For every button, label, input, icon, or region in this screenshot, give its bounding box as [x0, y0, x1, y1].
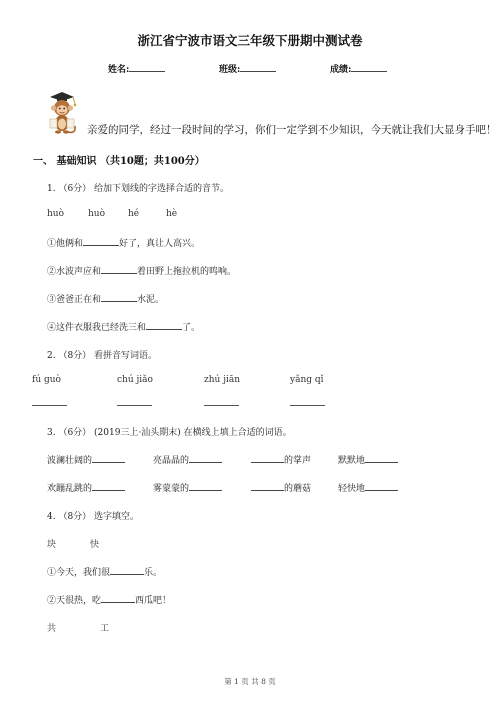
class-label: 班级:: [219, 65, 241, 75]
question-4-stem: 4. （8分） 选字填空。: [47, 512, 140, 522]
q1-item-1-blank[interactable]: [83, 236, 119, 246]
q1-item-4-blank[interactable]: [146, 320, 182, 330]
q3-r1-item-1: 波澜壮阔的: [47, 453, 125, 466]
q3-r2-item-3: 的蘑菇: [251, 481, 311, 494]
q2-answer-line-1[interactable]: [32, 405, 67, 406]
q3-r2-item-2: 雾蒙蒙的: [153, 481, 222, 494]
question-3-stem: 3. （6分） (2019三上·汕头期末) 在横线上填上合适的词语。: [47, 428, 292, 438]
q3-r1-blank-3[interactable]: [251, 453, 284, 463]
q2-answer-line-2[interactable]: [117, 405, 152, 406]
score-field: [330, 62, 387, 75]
section-heading: 一、 基础知识 （共10题；共100分）: [33, 156, 205, 167]
q3-r2-item-1: 欢蹦乱跳的: [47, 481, 125, 494]
q2-pinyin-4: yǎng qǐ: [290, 375, 324, 385]
page-title: 浙江省宁波市语文三年级下册期中测试卷: [137, 33, 363, 48]
q2-answer-line-4[interactable]: [290, 405, 325, 406]
q1-item-2-blank[interactable]: [101, 264, 137, 274]
q3-r1-item-3: 的掌声: [251, 453, 311, 466]
q4-char-2: 快: [90, 540, 100, 550]
question-2-stem: 2. （8分） 看拼音写词语。: [47, 351, 158, 361]
q4-item-2: ②天很热，吃 西瓜吧！: [47, 593, 171, 606]
q2-pinyin-1: fú guò: [32, 375, 61, 385]
q4-item-2-blank[interactable]: [101, 593, 135, 603]
q4-char-1: 块: [47, 540, 57, 550]
q3-r2-blank-3[interactable]: [251, 481, 284, 491]
q1-option-2: huò: [88, 209, 106, 219]
q3-r1-item-4: 默默地: [338, 453, 398, 466]
name-field: [108, 62, 165, 75]
q4-char-4: 工: [100, 624, 110, 634]
q3-r2-item-4: 轻快地: [338, 481, 398, 494]
class-field: [219, 62, 276, 75]
page-footer: 第 1 页 共 8 页: [224, 677, 276, 686]
q3-r2-blank-2[interactable]: [189, 481, 222, 491]
q2-pinyin-2: chú jiǎo: [117, 375, 153, 385]
q4-item-1-blank[interactable]: [110, 565, 144, 575]
q1-item-2: ②水波声应和 着田野上拖拉机的鸣响。: [47, 264, 236, 277]
q2-pinyin-3: zhú jiān: [204, 375, 241, 385]
q1-item-3: ③爸爸正在和 水泥。: [47, 292, 164, 305]
greeting-text: 亲爱的同学，经过一段时间的学习，你们一定学到不少知识，今天就让我们大显身手吧！: [87, 124, 497, 136]
name-blank[interactable]: [129, 62, 165, 72]
class-blank[interactable]: [240, 62, 276, 72]
q1-item-4: ④这件衣服我已经洗三和 了。: [47, 320, 200, 333]
score-label: 成绩:: [330, 65, 352, 75]
q1-item-3-blank[interactable]: [101, 292, 137, 302]
question-1-stem: 1. （6分） 给加下划线的字选择合适的音节。: [47, 184, 230, 194]
q3-r1-blank-4[interactable]: [365, 453, 398, 463]
name-label: 姓名:: [108, 65, 130, 75]
q3-r2-blank-1[interactable]: [92, 481, 125, 491]
q3-r1-item-2: 亮晶晶的: [153, 453, 222, 466]
q3-r1-blank-2[interactable]: [189, 453, 222, 463]
score-blank[interactable]: [351, 62, 387, 72]
q1-item-1: ①他俩和 好了，真让人高兴。: [47, 236, 200, 249]
q2-answer-line-3[interactable]: [204, 405, 239, 406]
q1-option-4: hè: [166, 209, 178, 219]
monkey-mascot-icon: [44, 88, 80, 136]
q4-char-3: 共: [47, 624, 57, 634]
q3-r1-blank-1[interactable]: [92, 453, 125, 463]
q1-option-3: hé: [128, 209, 140, 219]
q3-r2-blank-4[interactable]: [365, 481, 398, 491]
q1-option-1: huò: [47, 209, 65, 219]
q4-item-1: ①今天，我们很 乐。: [47, 565, 162, 578]
